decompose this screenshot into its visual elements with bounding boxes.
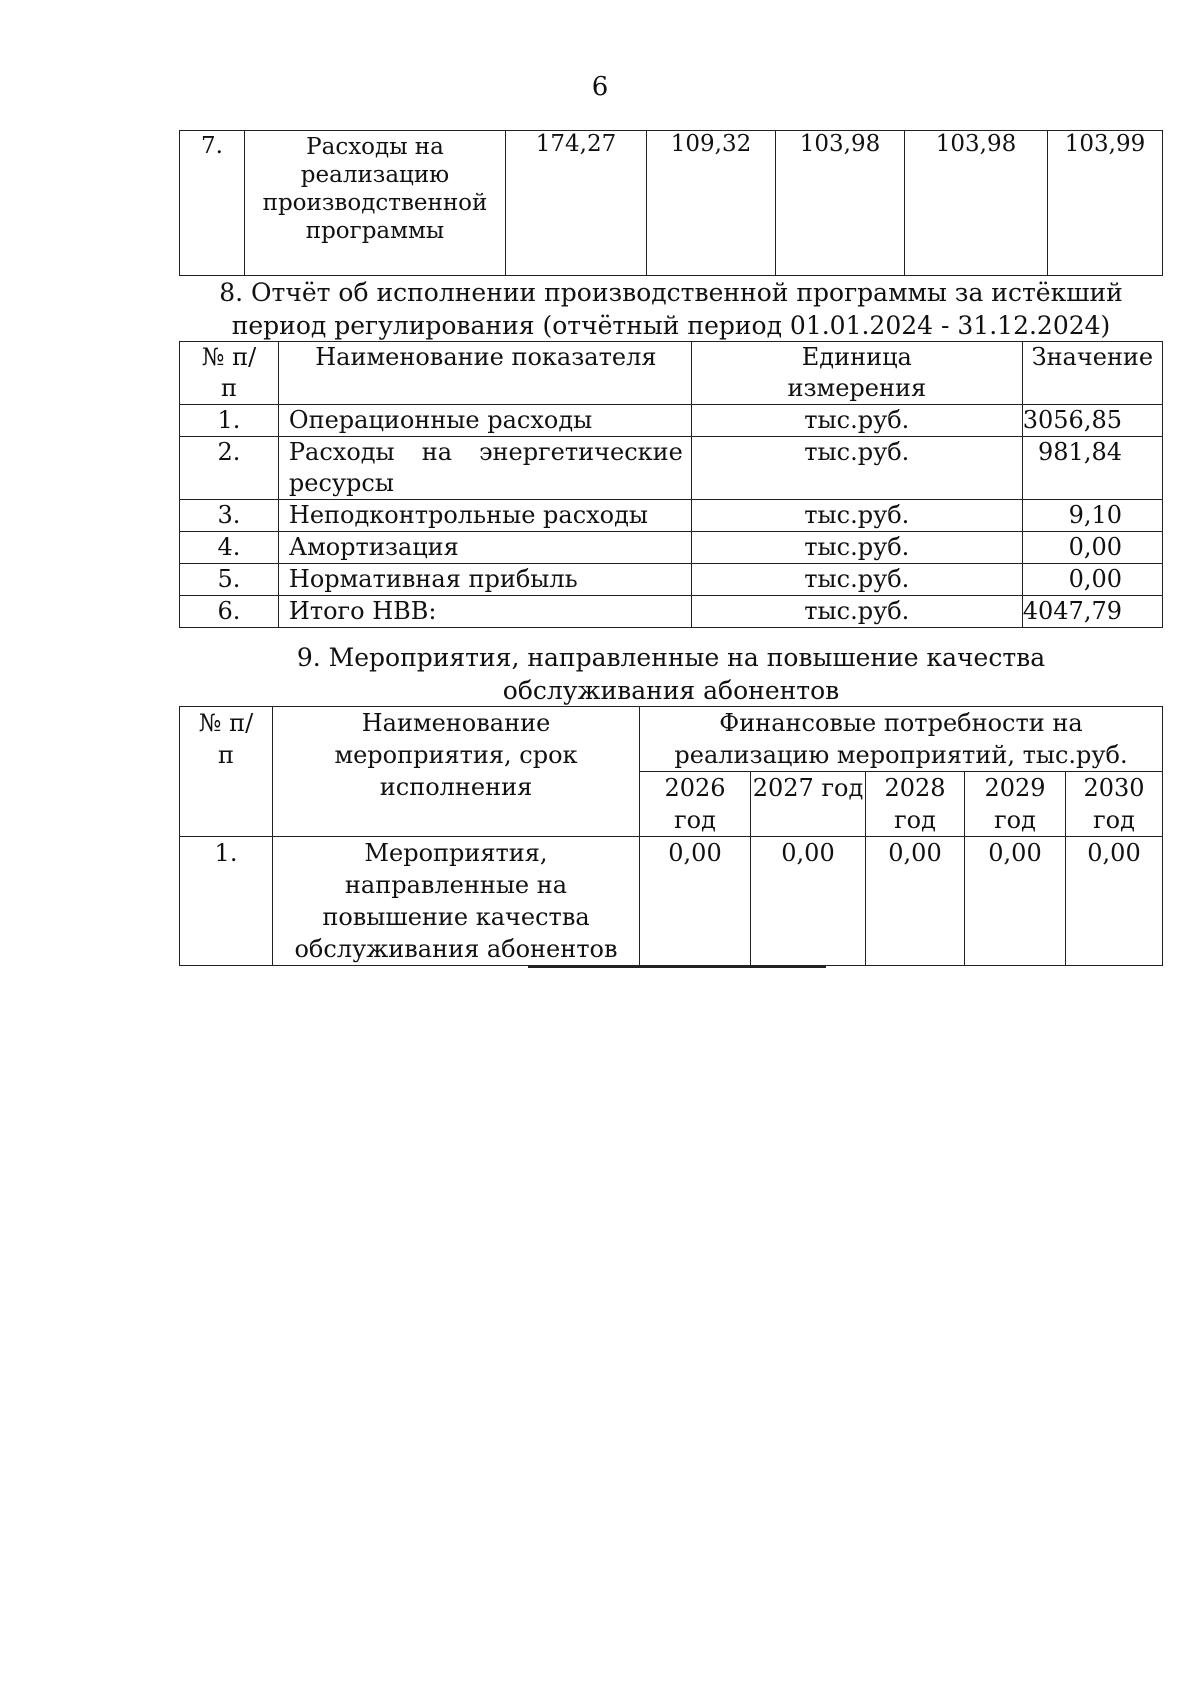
header-year: 2026 год	[640, 772, 751, 837]
header-unit: Единица измерения	[691, 342, 1022, 405]
table-row	[180, 500, 1163, 532]
header-num: № п/п	[180, 342, 279, 405]
table-row	[180, 837, 1163, 966]
header-num: № п/п	[180, 707, 273, 837]
row-unit: тыс.руб.	[691, 437, 1022, 500]
row-value: 4047,79	[1022, 596, 1162, 628]
header-value: Значение	[1022, 342, 1162, 405]
row-name: Мероприятия, направленные на повышение качества обслуживания абонентов	[273, 837, 640, 966]
row-number: 4.	[180, 532, 279, 564]
row-unit: тыс.руб.	[691, 596, 1022, 628]
row-number: 5.	[180, 564, 279, 596]
row-name: Расходы на реализацию производственной программы	[245, 131, 506, 276]
row-number: 6.	[180, 596, 279, 628]
table-header-row	[180, 342, 1163, 405]
table-row	[180, 596, 1163, 628]
end-divider	[528, 966, 826, 968]
table-header-row	[180, 707, 1163, 772]
row-unit: тыс.руб.	[691, 532, 1022, 564]
row-value: 174,27	[506, 131, 647, 276]
row-value: 103,98	[776, 131, 905, 276]
row-value: 109,32	[647, 131, 776, 276]
row-value: 0,00	[866, 837, 965, 966]
row-number: 3.	[180, 500, 279, 532]
section-9-title: 9. Мероприятия, направленные на повышение качества обслуживания абонентов	[296, 643, 1046, 705]
header-year: 2028 год	[866, 772, 965, 837]
header-finance: Финансовые потребности на реализацию мероприятий, тыс.руб.	[640, 707, 1163, 772]
row-number: 1.	[180, 837, 273, 966]
row-value: 0,00	[965, 837, 1066, 966]
row-unit: тыс.руб.	[691, 564, 1022, 596]
row-unit: тыс.руб.	[691, 405, 1022, 437]
row-value: 0,00	[1022, 564, 1162, 596]
row-number: 1.	[180, 405, 279, 437]
report-table	[179, 341, 1163, 628]
row-value: 0,00	[640, 837, 751, 966]
table-row	[180, 405, 1163, 437]
table-row	[180, 437, 1163, 500]
row-name: Итого НВВ:	[278, 596, 691, 628]
header-year: 2027 год	[751, 772, 866, 837]
row-unit: тыс.руб.	[691, 500, 1022, 532]
header-name: Наименование мероприятия, срок исполнения	[273, 707, 640, 837]
row-value: 3056,85	[1022, 405, 1162, 437]
row-value: 103,98	[905, 131, 1048, 276]
measures-table	[179, 706, 1163, 966]
table-row	[180, 131, 1163, 276]
row-value: 103,99	[1048, 131, 1163, 276]
row-number: 2.	[180, 437, 279, 500]
row-name: Операционные расходы	[278, 405, 691, 437]
row-value: 0,00	[751, 837, 866, 966]
production-program-table-continued	[179, 130, 1163, 276]
header-year: 2029 год	[965, 772, 1066, 837]
row-value: 981,84	[1022, 437, 1162, 500]
row-value: 9,10	[1022, 500, 1162, 532]
row-name: Расходы на энергетические ресурсы	[278, 437, 691, 500]
row-name: Нормативная прибыль	[278, 564, 691, 596]
row-value: 0,00	[1066, 837, 1163, 966]
row-name: Неподконтрольные расходы	[278, 500, 691, 532]
row-value: 0,00	[1022, 532, 1162, 564]
section-8-title: 8. Отчёт об исполнении производственной программы за истёкший период регулирования (отчётный период 01.01.2024 - 31.12.2024)	[219, 278, 1123, 340]
row-number: 7.	[180, 131, 245, 276]
table-row	[180, 532, 1163, 564]
table-row	[180, 564, 1163, 596]
page-number: 6	[591, 72, 609, 102]
header-name: Наименование показателя	[278, 342, 691, 405]
header-year: 2030 год	[1066, 772, 1163, 837]
row-name: Амортизация	[278, 532, 691, 564]
